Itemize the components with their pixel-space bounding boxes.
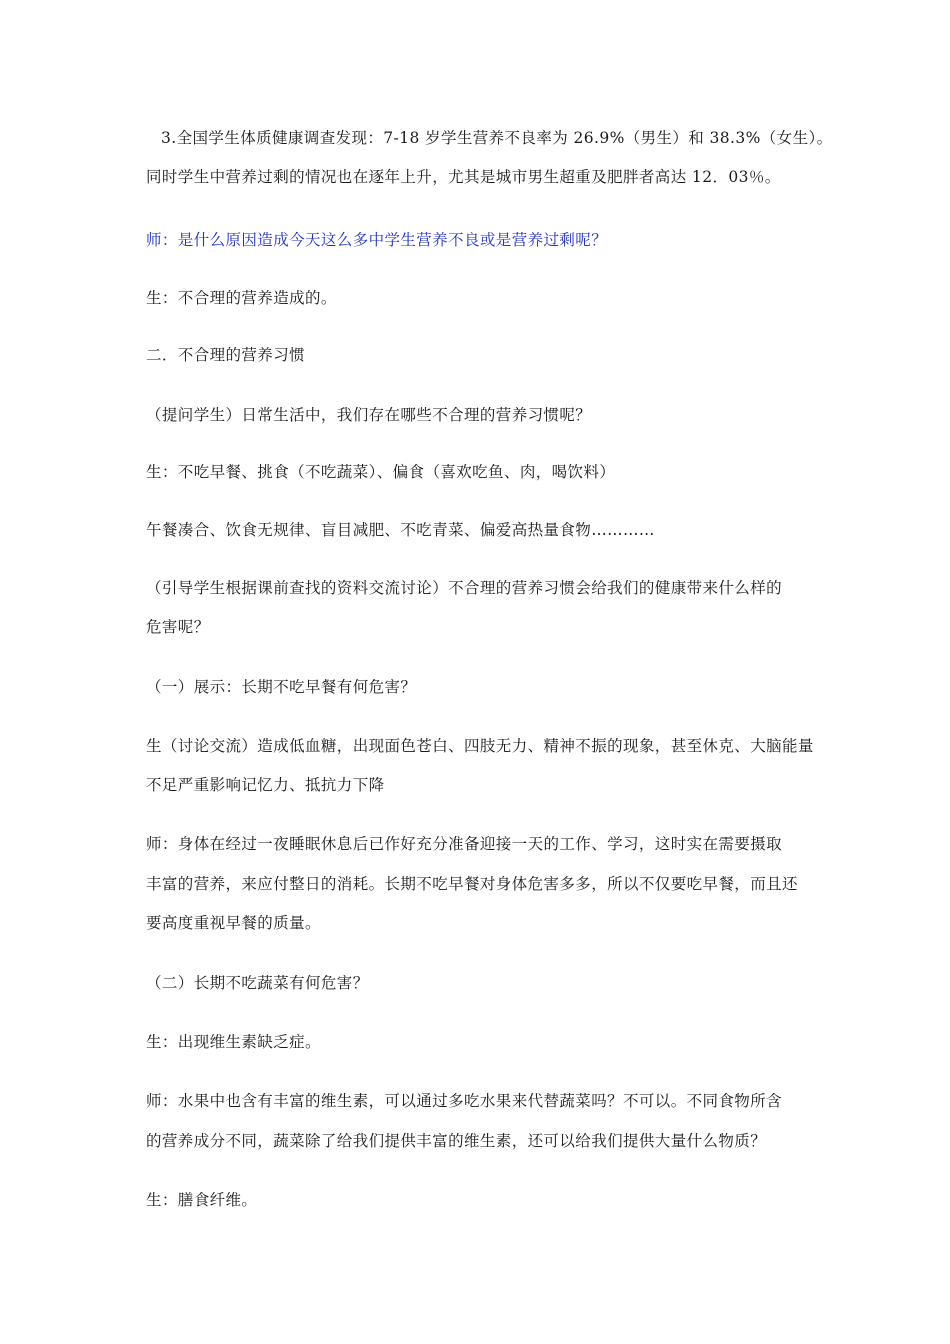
section-heading-habits: 二．不合理的营养习惯 xyxy=(146,346,306,364)
teacher-question-causes: 师：是什么原因造成今天这么多中学生营养不良或是营养过剩呢？ xyxy=(146,231,608,249)
student-answer-fiber: 生：膳食纤维。 xyxy=(146,1191,258,1209)
guide-discussion-line-1: （引导学生根据课前查找的资料交流讨论）不合理的营养习惯会给我们的健康带来什么样的 xyxy=(146,579,783,597)
prompt-question-habits: （提问学生）日常生活中，我们存在哪些不合理的营养习惯呢？ xyxy=(146,406,592,424)
teacher-breakfast-line-1: 师：身体在经过一夜睡眠休息后已作好充分准备迎接一天的工作、学习，这时实在需要摄取 xyxy=(146,835,783,853)
guide-discussion-line-2: 危害呢？ xyxy=(146,618,210,636)
paragraph-survey-line-1: 3.全国学生体质健康调查发现：7-18 岁学生营养不良率为 26.9%（男生）和 38.3%（女生）。 xyxy=(161,129,833,147)
teacher-vegetables-line-1: 师：水果中也含有丰富的维生素，可以通过多吃水果来代替蔬菜吗？不可以。不同食物所含 xyxy=(146,1092,783,1110)
student-discussion-breakfast-line-2: 不足严重影响记忆力、抵抗力下降 xyxy=(146,776,385,794)
student-answer-habits-line-2: 午餐凑合、饮食无规律、盲目减肥、不吃青菜、偏爱高热量食物………… xyxy=(146,521,655,539)
subsection-vegetables: （二）长期不吃蔬菜有何危害？ xyxy=(146,974,369,992)
student-answer-vegetables: 生：出现维生素缺乏症。 xyxy=(146,1033,321,1051)
teacher-breakfast-line-2: 丰富的营养，来应付整日的消耗。长期不吃早餐对身体危害多多，所以不仅要吃早餐，而且还 xyxy=(146,875,798,893)
student-answer-habits-line-1: 生：不吃早餐、挑食（不吃蔬菜）、偏食（喜欢吃鱼、肉，喝饮料） xyxy=(146,463,616,481)
teacher-breakfast-line-3: 要高度重视早餐的质量。 xyxy=(146,914,321,932)
student-discussion-breakfast-line-1: 生（讨论交流）造成低血糖，出现面色苍白、四肢无力、精神不振的现象，甚至休克、大脑能量 xyxy=(146,737,814,755)
student-answer-causes: 生：不合理的营养造成的。 xyxy=(146,289,337,307)
teacher-vegetables-line-2: 的营养成分不同，蔬菜除了给我们提供丰富的维生素，还可以给我们提供大量什么物质？ xyxy=(146,1132,767,1150)
subsection-breakfast: （一）展示：长期不吃早餐有何危害？ xyxy=(146,678,417,696)
paragraph-survey-line-2: 同时学生中营养过剩的情况也在逐年上升，尤其是城市男生超重及肥胖者高达 12．03％。 xyxy=(146,168,781,186)
